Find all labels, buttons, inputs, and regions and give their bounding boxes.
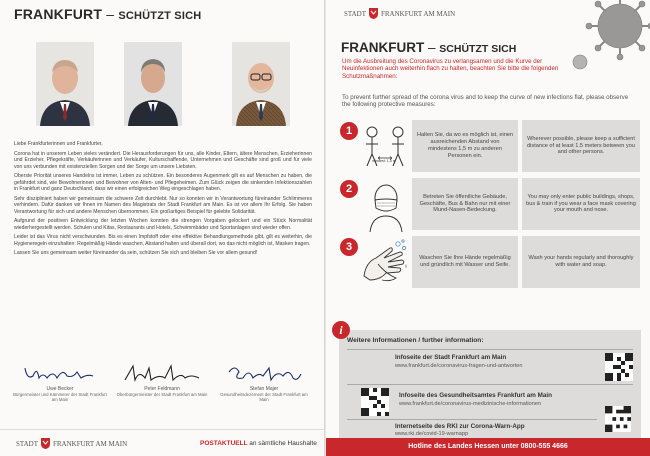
distance-icon [356,118,412,174]
mask-icon [356,176,412,232]
hotline-bar: Hotline des Landes Hessen unter 0800-555 4666 [326,438,650,456]
intro-english: To prevent further spread of the corona virus and to keep the curve of new infections flat, please observe the following protective measures: [342,94,629,109]
rule-text-english: Wherever possible, please keep a sufficient distance of at least 1.5 meters between you and other persons. [522,120,640,172]
left-title: FRANKFURT – SCHÜTZT SICH [14,6,202,22]
rule-text-english: You may only enter public buildings, shops, bus & train if you wear a face mask covering your mouth and nose. [522,178,640,230]
link-url-rki[interactable]: www.rki.de/covid-19-warnapp [395,431,469,437]
info-icon: i [332,321,350,339]
link-title-city: Infoseite der Stadt Frankfurt am Main [395,354,507,361]
portrait-stefan-majer [232,42,290,126]
letter-closing: Lassen Sie uns gemeinsam weiter füreinander da sein, schützen Sie sich und bleiben Sie vor allem gesund! [14,250,258,256]
handwritten-signature [221,362,307,386]
welcome-letter [14,141,312,260]
handwritten-signature [119,362,205,386]
crest-icon [369,8,378,19]
handwash-icon [356,234,412,290]
divider [347,419,597,420]
rule-distance [340,118,640,176]
link-title-health-office: Infoseite des Gesundheitsamtes Frankfurt am Main [399,392,552,399]
portrait-uwe-becker [36,42,94,126]
rule-text-german: Halten Sie, da wo es möglich ist, einen ausreichenden Abstand von mindestens 1,5 m zu anderen Personen ein. [412,120,518,172]
rule-text-german: Waschen Sie Ihre Hände regelmäßig und gründlich mit Wasser und Seife. [412,236,518,288]
svg-text:mindest. 1,5 m: mindest. 1,5 m [372,159,396,163]
city-logo: STADT FRANKFURT AM MAIN [16,439,128,448]
letter-paragraph: Corona hat in unserem Leben vieles verändert. Die Herausforderungen für uns, alle Kinder, Eltern, ältere Menschen, Erzieherinnen und Erzieher, Pflegekräfte, Verkäuferinnen und Verkäufer, Kulturschaffende, Unternehmen und Geschäfte sind groß und für viele von uns verbunden mit existenziellen Sorgen und der Sorge um unsere Liebsten. [14,150,312,170]
letter-paragraph: Aufgrund der positiven Entwicklung der letzten Wochen konnten die strengen Vorgaben gelockert und ein Stück Normalität wiederhergestellt werden. Schulen und Kitas, Restaurants und Hotels, Schwimmbäder und Sportanlagen sind wieder offen. [14,218,312,231]
signature-block: Stefan Majer Gesundheitsdezernent der Stadt Frankfurt am Main [216,362,312,403]
link-url-city[interactable]: www.frankfurt.de/coronavirus-fragen-und-antworten [395,363,523,369]
left-footer [0,429,325,456]
rule-text-english: Wash your hands regularly and thoroughly with water and soap. [522,236,640,288]
right-title: FRANKFURT – SCHÜTZT SICH [341,40,517,55]
qr-code-icon[interactable] [361,388,389,416]
letter-salutation: Liebe Frankfurterinnen und Frankfurter, [14,141,103,147]
crest-icon [41,438,50,449]
signatures [12,362,312,403]
city-logo: STADT FRANKFURT AM MAIN [344,9,456,18]
info-heading: Weitere Informationen / further information: [347,337,484,344]
rule-handwash [340,234,640,292]
rule-mask [340,176,640,234]
letter-paragraph: Oberste Priorität unseres Handelns ist immer, Leben zu schützen. Ein besonderes Augenmerk gilt es auf Menschen zu haben, die gefährdet sind, wie Bewohnerinnen und Bewohner von Alten- und Pflegeheimen. Zum Glück zeigen die sinkenden Infektionszahlen in Frankfurt und ganz Deutschland, dass wir einen erfolgreichen Weg eingeschlagen haben. [14,173,312,192]
rule-number: 3 [340,238,358,256]
intro-german: Um die Ausbreitung des Coronavirus zu verlangsamen und die Kurve der Neuinfektionen auch weiterhin flach zu halten, beachten Sie bitte die folgenden Schutzmaßnahmen: [342,58,559,80]
divider [347,384,633,385]
divider [347,349,633,350]
rule-text-german: Betreten Sie öffentliche Gebäude, Geschäfte, Bus & Bahn nur mit einer Mund-Nasen-Bedeckung. [412,178,518,230]
postaktuell-label: POSTAKTUELL an sämtliche Haushalte [200,440,317,447]
qr-code-icon[interactable] [605,406,631,432]
link-title-rki: Internetseite des RKI zur Corona-Warn-App [395,423,525,430]
rule-number: 1 [340,122,358,140]
signature-block: Peter Feldmann Oberbürgermeister der Stadt Frankfurt am Main [114,362,210,403]
rule-number: 2 [340,180,358,198]
link-url-health-office[interactable]: www.frankfurt.de/coronavirus-medizinische-informationen [399,401,542,407]
letter-paragraph: Leider ist das Virus nicht verschwunden. Bis es einen Impfstoff oder eine effektive Behandlungsmethode gibt, gilt es weiterhin, die Hygieneregeln einzuhalten: Regelmäßig Hände waschen, Abstand halten und überall dort, wo das nicht möglich ist, Masken tragen. [14,234,312,247]
qr-code-icon[interactable] [605,353,633,381]
letter-paragraph: Sehr diszipliniert haben wir gemeinsam die schwere Zeit durchlebt. Nur so konnten wir in Verantwortung füreinander Schlimmeres verhindern. Dafür danken wir Ihnen im Namen des Magistrats der Stadt Frankfurt am Main. Es ist vor allem Ihr Erfolg. Sie haben Verantwortung für sich und andere Menschen übernommen. Ein großartiges Beispiel für gelebte Solidarität. [14,195,312,215]
portrait-peter-feldmann [124,42,182,126]
handwritten-signature [17,362,103,386]
further-info-box [339,323,641,438]
signature-block: Uwe Becker Bürgermeister und Kämmerer der Stadt Frankfurt am Main [12,362,108,403]
